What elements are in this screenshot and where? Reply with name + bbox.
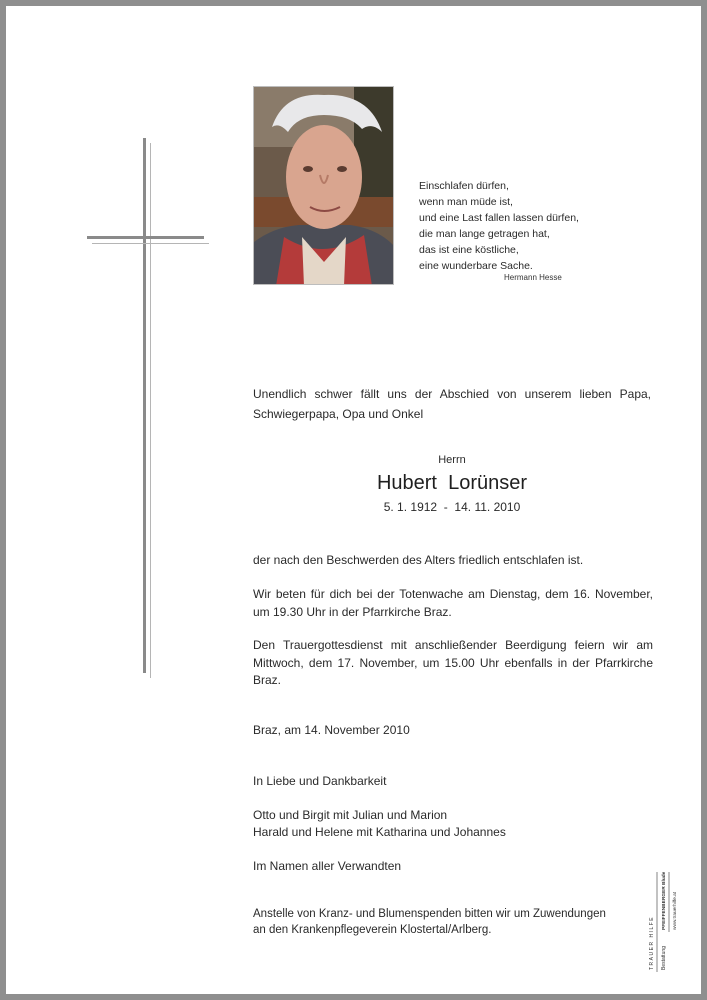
wake-text: Wir beten für dich bei der Totenwache am Dienstag, dem 16. November, um 19.30 Uhr in der Pfarrkirche Braz. [253,587,653,619]
relatives-text: Im Namen aller Verwandten [253,859,402,873]
place-date: Braz, am 14. November 2010 [253,723,410,737]
peaceful-text: der nach den Beschwerden des Alters friedlich entschlafen ist. [253,553,584,567]
donation-line-2: an den Krankenpflegeverein Klostertal/Arlberg. [253,924,492,936]
intro-text: Unendlich schwer fällt uns der Abschied von unserem lieben Papa, Schwiegerpapa, Opa und Onkel [253,387,651,421]
cross-vertical-bar [143,138,146,673]
poem-line: und eine Last fallen lassen dürfen, [419,212,579,224]
stamp-line-1: TRAUER HILFE [649,915,655,970]
poem-line: Einschlafen dürfen, [419,180,509,192]
portrait-illustration [254,87,394,285]
poem-line: eine wunderbare Sache. [419,260,533,272]
funeral-home-stamp [645,872,680,972]
life-dates: 5. 1. 1912 - 14. 11. 2010 [383,500,521,514]
poem-line: die man lange getragen hat, [419,228,550,240]
poem [419,178,619,274]
cross-horizontal-bar [87,236,204,239]
stamp-logo [645,872,680,972]
poem-line: das ist eine köstliche, [419,244,519,256]
cross-vertical-shadow [150,143,151,678]
family-line-2: Harald und Helene mit Katharina und Johannes [253,825,506,839]
poem-line: wenn man müde ist, [419,196,513,208]
donation-line-1: Anstelle von Kranz- und Blumenspenden bitten wir um Zuwendungen [253,908,606,920]
funeral-text: Den Trauergottesdienst mit anschließender Beerdigung feiern wir am Mittwoch, dem 17. November, um 15.00 Uhr ebenfalls in der Pfarrkirche Braz. [253,638,653,687]
family-line-1: Otto und Birgit mit Julian und Marion [253,808,448,822]
love-text: In Liebe und Dankbarkeit [253,774,387,788]
stamp-line-3: PFEIFFENBERGER Bludenz [662,872,667,930]
cross-horizontal-shadow [92,243,209,244]
portrait-photo [253,86,394,285]
poem-author: Hermann Hesse [504,273,562,282]
stamp-line-2: Bestattung [661,946,667,970]
stamp-line-4: www.trauerhilfe.at [673,891,678,930]
salutation: Herrn [438,454,466,466]
deceased-name: Hubert Lorünser [376,472,528,494]
